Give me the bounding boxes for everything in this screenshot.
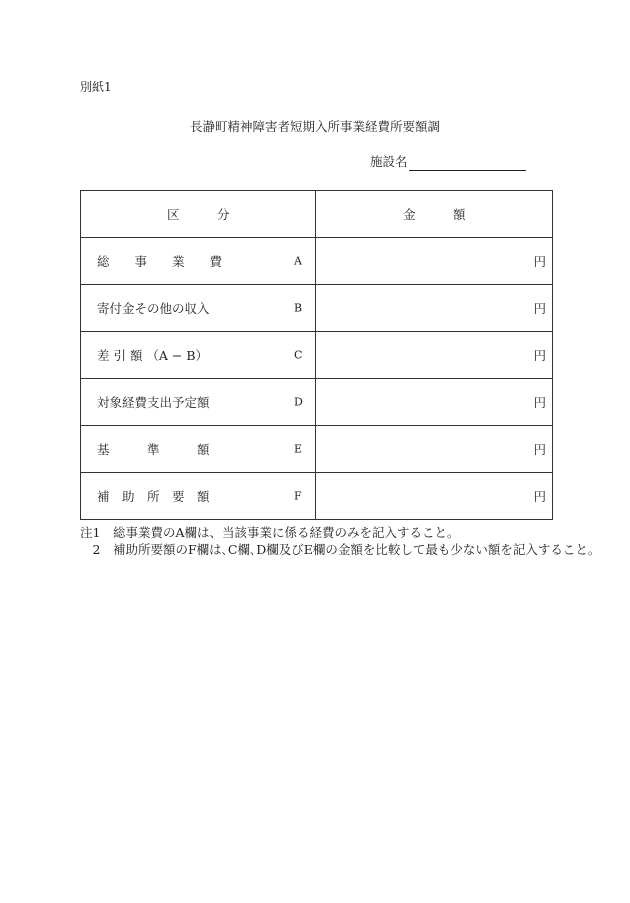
- amount-unit: 円: [533, 254, 546, 269]
- note-1: 注1 総事業費のA欄は、当該事業に係る経費のみを記入すること。: [80, 525, 460, 540]
- row-label: 基 準 額: [97, 442, 210, 457]
- row-label: 寄付金その他の収入: [97, 301, 210, 316]
- row-amount-cell: [316, 285, 553, 332]
- row-label: 補 助 所 要 額: [97, 489, 210, 504]
- row-category-cell: [81, 473, 316, 520]
- row-code: C: [294, 348, 303, 362]
- document-title: 長瀞町精神障害者短期入所事業経費所要額調: [189, 119, 440, 134]
- amount-unit: 円: [533, 442, 546, 457]
- attachment-label: 別紙1: [80, 80, 112, 94]
- row-category-cell: [81, 238, 316, 285]
- cost-table: [80, 190, 553, 520]
- row-amount-cell: [316, 332, 553, 379]
- table-row: [81, 473, 553, 520]
- amount-unit: 円: [533, 395, 546, 410]
- header-category: 区 分: [81, 191, 316, 238]
- notes: [80, 524, 600, 558]
- facility-name-blank: [409, 156, 526, 171]
- row-amount-cell: [316, 238, 553, 285]
- table-row: [81, 285, 553, 332]
- row-code: F: [294, 489, 302, 503]
- facility-name-field: [370, 153, 526, 171]
- amount-unit: 円: [533, 348, 546, 363]
- row-category-cell: [81, 379, 316, 426]
- table-header-row: [81, 191, 553, 238]
- facility-label: 施設名: [370, 154, 408, 169]
- row-code: D: [294, 395, 303, 409]
- row-category-cell: [81, 332, 316, 379]
- row-code: A: [294, 254, 302, 268]
- table-row: [81, 379, 553, 426]
- header-amount: 金 額: [316, 191, 553, 238]
- amount-unit: 円: [533, 489, 546, 504]
- amount-unit: 円: [533, 301, 546, 316]
- row-amount-cell: [316, 379, 553, 426]
- note-2: 2 補助所要額のF欄は､C欄､D欄及びE欄の金額を比較して最も少ない額を記入すること。: [80, 542, 601, 557]
- row-amount-cell: [316, 473, 553, 520]
- row-category-cell: [81, 426, 316, 473]
- table-row: [81, 238, 553, 285]
- row-category-cell: [81, 285, 316, 332]
- row-code: B: [294, 301, 303, 315]
- table-row: [81, 426, 553, 473]
- row-label: 総 事 業 費: [97, 254, 223, 269]
- row-amount-cell: [316, 426, 553, 473]
- row-label: 対象経費支出予定額: [97, 395, 210, 410]
- table-row: [81, 332, 553, 379]
- row-code: E: [294, 442, 303, 456]
- row-label: 差 引 額 （A − B）: [97, 348, 209, 363]
